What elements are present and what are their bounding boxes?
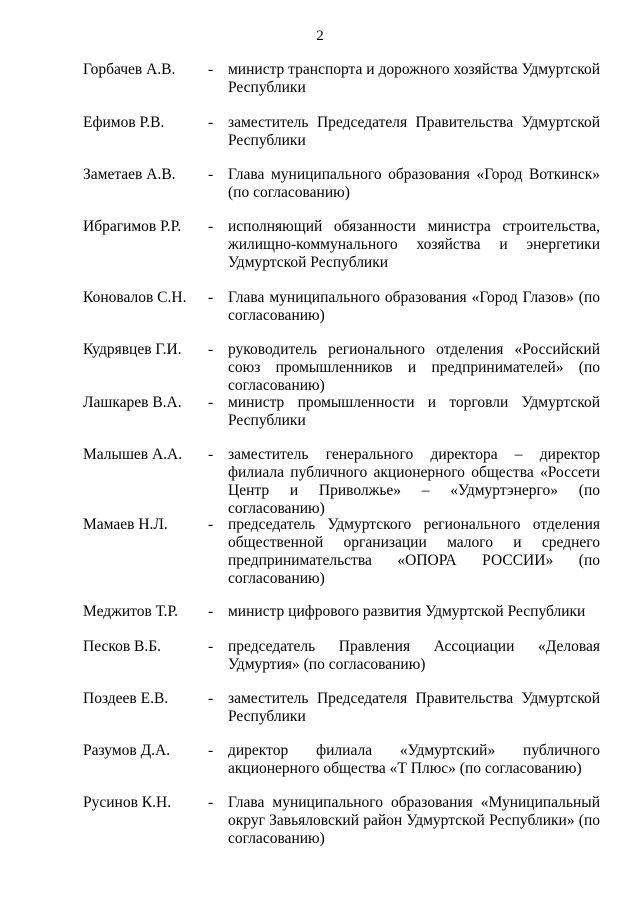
member-role: директор филиала «Удмуртский» публичного акционерного общества «Т Плюс» (по согласованию)	[228, 742, 600, 777]
separator-dash: -	[208, 446, 214, 463]
separator-dash: -	[208, 742, 214, 759]
separator-dash: -	[208, 218, 214, 235]
member-name: Малышев А.А.	[83, 446, 183, 463]
member-name: Поздеев Е.В.	[83, 690, 169, 707]
member-name: Меджитов Т.Р.	[83, 603, 179, 620]
member-name: Песков В.Б.	[83, 638, 162, 655]
member-role: заместитель Председателя Правительства Удмуртской Республики	[228, 690, 600, 725]
member-name: Кудрявцев Г.И.	[83, 341, 182, 358]
member-name: Ефимов Р.В.	[83, 114, 165, 131]
member-name: Русинов К.Н.	[83, 794, 172, 811]
separator-dash: -	[208, 289, 214, 306]
member-role: исполняющий обязанности министра строительства, жилищно-коммунального хозяйства и энергетики Удмуртской Республики	[228, 218, 600, 271]
member-role: заместитель генерального директора – директор филиала публичного акционерного общества «Россети Центр и Приволжье» – «Удмуртэнерго» (по согласованию)	[228, 446, 600, 517]
member-role: заместитель Председателя Правительства Удмуртской Республики	[228, 114, 600, 149]
member-name: Лашкарев В.А.	[83, 394, 182, 411]
member-role: председатель Удмуртского регионального отделения общественной организации малого и среднего предпринимательства «ОПОРА РОССИИ» (по согласованию)	[228, 516, 600, 587]
member-role: руководитель регионального отделения «Российский союз промышленников и предпринимателей» (по согласованию)	[228, 341, 600, 394]
separator-dash: -	[208, 603, 214, 620]
separator-dash: -	[208, 61, 214, 78]
page-number: 2	[316, 28, 324, 44]
member-role: Глава муниципального образования «Муниципальный округ Завьяловский район Удмуртской Республики» (по согласованию)	[228, 794, 600, 847]
member-name: Разумов Д.А.	[83, 742, 171, 759]
separator-dash: -	[208, 638, 214, 655]
member-role: министр транспорта и дорожного хозяйства Удмуртской Республики	[228, 61, 600, 96]
member-role: председатель Правления Ассоциации «Деловая Удмуртия» (по согласованию)	[228, 638, 600, 673]
separator-dash: -	[208, 516, 214, 533]
member-name: Горбачев А.В.	[83, 61, 176, 78]
member-name: Коновалов С.Н.	[83, 289, 187, 306]
separator-dash: -	[208, 794, 214, 811]
separator-dash: -	[208, 114, 214, 131]
member-role: Глава муниципального образования «Город Воткинск» (по согласованию)	[228, 166, 600, 201]
member-name: Заметаев А.В.	[83, 166, 176, 183]
member-name: Ибрагимов Р.Р.	[83, 218, 182, 235]
member-role: министр промышленности и торговли Удмуртской Республики	[228, 394, 600, 429]
separator-dash: -	[208, 166, 214, 183]
member-name: Мамаев Н.Л.	[83, 516, 168, 533]
separator-dash: -	[208, 690, 214, 707]
separator-dash: -	[208, 394, 214, 411]
member-role: министр цифрового развития Удмуртской Республики	[228, 603, 586, 620]
member-role: Глава муниципального образования «Город Глазов» (по согласованию)	[228, 289, 600, 324]
separator-dash: -	[208, 341, 214, 358]
